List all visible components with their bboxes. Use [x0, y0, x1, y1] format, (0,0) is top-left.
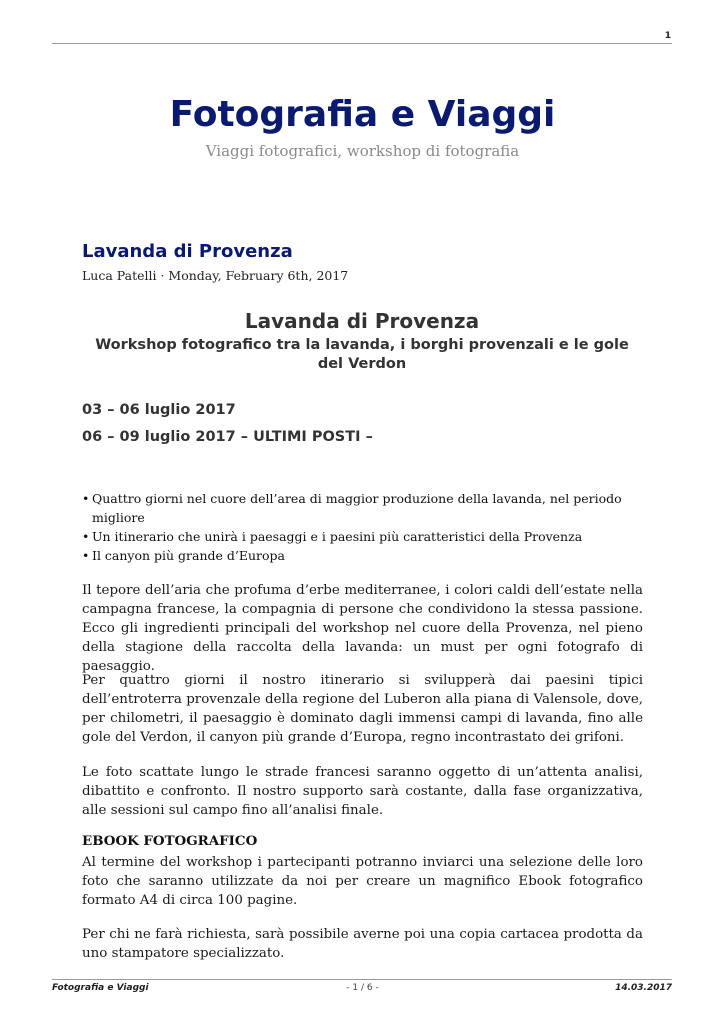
body-paragraph: Le foto scattate lungo le strade francesi saranno oggetto di un’attenta analisi, dibattito e confronto. Il nostro supporto sarà costante, dalla fase organizzativa, alle sessioni sul campo fino all’analisi finale. — [82, 765, 643, 818]
highlights-list — [82, 489, 642, 565]
meta-separator: · — [156, 268, 169, 283]
header-rule — [52, 43, 672, 44]
bullet-icon: • — [82, 529, 90, 544]
list-item: • Il canyon più grande d’Europa — [82, 548, 286, 563]
post-meta — [82, 268, 348, 283]
ebook-heading: EBOOK FOTOGRAFICO — [82, 833, 258, 849]
workshop-date-1: 03 – 06 luglio 2017 — [82, 402, 236, 418]
bullet-icon: • — [82, 491, 90, 506]
workshop-date-2: 06 – 09 luglio 2017 – ULTIMI POSTI – — [82, 429, 373, 445]
article-heading: Lavanda di Provenza — [244, 309, 480, 333]
post-author: Luca Patelli — [82, 268, 157, 283]
footer-date: 14.03.2017 — [615, 983, 672, 993]
post-title[interactable]: Lavanda di Provenza — [82, 241, 293, 262]
site-tagline: Viaggi fotografici, workshop di fotografia — [205, 142, 520, 160]
site-title[interactable]: Fotografia e Viaggi — [169, 94, 556, 135]
footer-site-name: Fotografia e Viaggi — [52, 983, 149, 993]
bullet-icon: • — [82, 548, 90, 563]
list-item: • Un itinerario che unirà i paesaggi e i paesini più caratteristici della Provenza — [82, 529, 583, 544]
ebook-paragraph: Al termine del workshop i partecipanti potranno inviarci una selezione delle loro foto che saranno utilizzate da noi per creare un magnifico Ebook fotografico formato A4 di circa 100 pagine. — [82, 855, 643, 908]
body-paragraph: Il tepore dell’aria che profuma d’erbe mediterranee, i colori caldi dell’estate nella campagna francese, la compagnia di persone che condividono la stessa passione. Ecco gli ingredienti principali del workshop nel cuore della Provenza, nel pieno della stagione della raccolta della lavanda: un must per ogni fotografo di paesaggio. — [82, 583, 643, 674]
body-paragraph: Per quattro giorni il nostro itinerario si svilupperà dai paesini tipici dell’entroterra provenzale della regione del Luberon alla piana di Valensole, dove, per chilometri, il paesaggio è dominato dagli immensi campi di lavanda, fino alle gole del Verdon, il canyon più grande d’Europa, regno incontrastato dei grifoni. — [82, 673, 643, 745]
page-number-top: 1 — [664, 31, 671, 41]
ebook-paragraph: Per chi ne farà richiesta, sarà possibile averne poi una copia cartacea prodotta da uno stampatore specializzato. — [82, 927, 643, 961]
article-subheading: Workshop fotografico tra la lavanda, i borghi provenzali e le gole del Verdon — [95, 337, 629, 372]
footer-rule — [52, 979, 672, 980]
footer-page-indicator: - 1 / 6 - — [346, 983, 379, 993]
post-date: Monday, February 6th, 2017 — [168, 268, 349, 283]
list-item: • Quattro giorni nel cuore dell’area di maggior produzione della lavanda, nel periodo migliore — [82, 491, 622, 525]
